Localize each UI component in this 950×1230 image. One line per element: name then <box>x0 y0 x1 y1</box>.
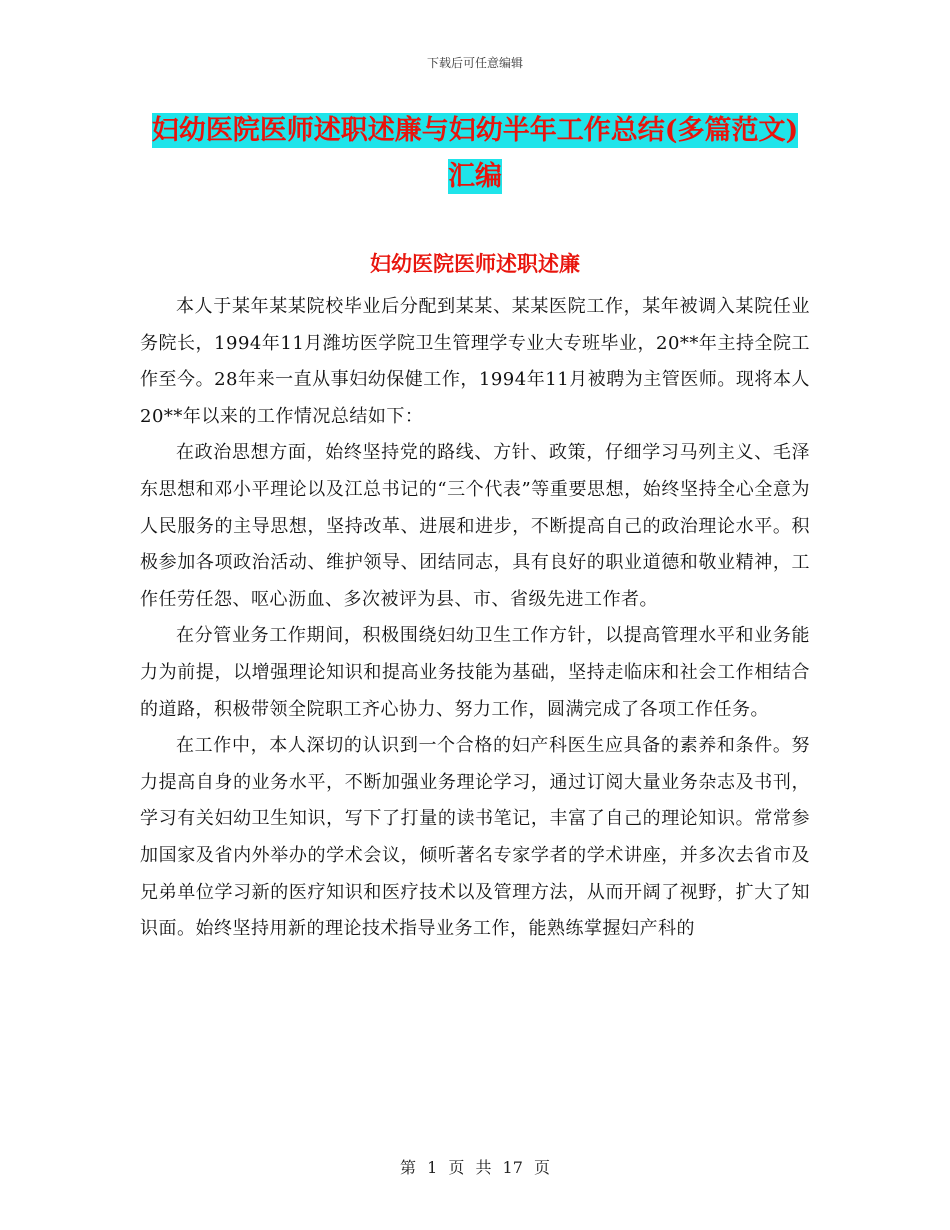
document-title-text: 妇幼医院医师述职述廉与妇幼半年工作总结(多篇范文)汇编 <box>151 115 799 192</box>
document-title <box>140 108 810 200</box>
section-title: 妇幼医院医师述职述廉 <box>370 251 580 276</box>
document-body <box>140 289 810 948</box>
body-paragraph: 在政治思想方面，始终坚持党的路线、方针、政策，仔细学习马列主义、毛泽东思想和邓小平理论以及江总书记的“三个代表”等重要思想，始终坚持全心全意为人民服务的主导思想，坚持改革、进展和进步，不断提高自己的政治理论水平。积极参加各项政治活动、维护领导、团结同志，具有良好的职业道德和敬业精神，工作任劳任怨、呕心沥血、多次被评为县、市、省级先进工作者。 <box>140 442 810 610</box>
header-note: 下载后可任意编辑 <box>426 56 523 70</box>
page-number-footer: 第 1 页 共 17 页 <box>400 1158 550 1177</box>
body-paragraph: 本人于某年某某院校毕业后分配到某某、某某医院工作，某年被调入某院任业务院长，1994年11月潍坊医学院卫生管理学专业大专班毕业，20**年主持全院工作至今。28年来一直从事妇幼保健工作，1994年11月被聘为主管医师。现将本人20**年以来的工作情况总结如下： <box>140 296 810 427</box>
body-paragraph: 在分管业务工作期间，积极围绕妇幼卫生工作方针，以提高管理水平和业务能力为前提，以增强理论知识和提高业务技能为基础，坚持走临床和社会工作相结合的道路，积极带领全院职工齐心协力、努力工作，圆满完成了各项工作任务。 <box>140 625 810 720</box>
body-paragraph: 在工作中，本人深切的认识到一个合格的妇产科医生应具备的素养和条件。努力提高自身的业务水平，不断加强业务理论学习，通过订阅大量业务杂志及书刊，学习有关妇幼卫生知识，写下了打量的读书笔记，丰富了自己的理论知识。常常参加国家及省内外举办的学术会议，倾听著名专家学者的学术讲座，并多次去省市及兄弟单位学习新的医疗知识和医疗技术以及管理方法，从而开阔了视野，扩大了知识面。始终坚持用新的理论技术指导业务工作，能熟练掌握妇产科的 <box>140 735 810 940</box>
